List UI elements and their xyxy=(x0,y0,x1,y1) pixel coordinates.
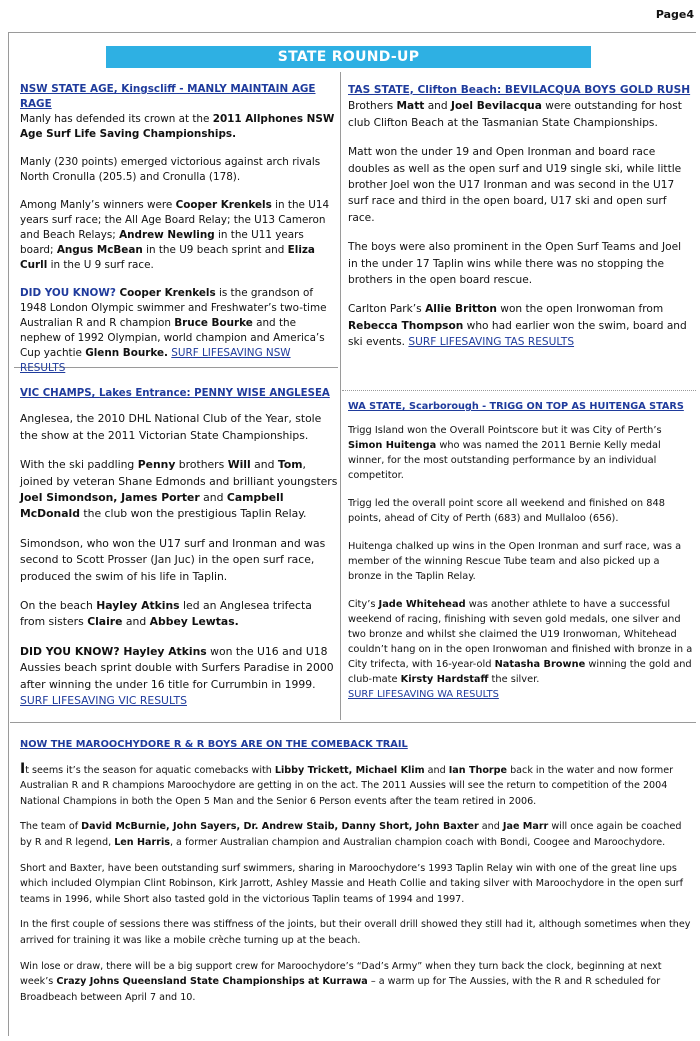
paragraph: Trigg led the overall point score all weekend and finished on 848 points, ahead of City of Perth (683) and Mullaloo (656). xyxy=(348,498,665,524)
paragraph: Carlton Park’s Allie Britton won the open Ironwoman from Rebecca Thompson who had earlier won the swim, board and ski events. SURF LIFESAVING TAS RESULTS xyxy=(348,303,687,349)
paragraph: Trigg Island won the Overall Pointscore but it was City of Perth’s Simon Huitenga who was named the 2011 Bernie Kelly medal winner, for the most outstanding performance by an individual competitor. xyxy=(348,425,662,481)
paragraph: Manly (230 points) emerged victorious against arch rivals North Cronulla (205.5) and Cronulla (178). xyxy=(20,156,321,183)
article-headline: VIC CHAMPS, Lakes Entrance: PENNY WISE ANGLESEA xyxy=(20,388,330,399)
wa-results-link[interactable]: SURF LIFESAVING WA RESULTS xyxy=(348,689,499,700)
section-banner: STATE ROUND-UP xyxy=(106,46,591,68)
paragraph: City’s Jade Whitehead was another athlete to have a successful weekend of racing, finishing with seven gold medals, one silver and two bronze and whilst she claimed the U19 Ironwoman, Whitehead couldn’t hang on in the open Ironwoman and finished with bronze in a City trifecta, with 16-year-old Natasha Browne winning the gold and club-mate Kirsty Hardstaff the silver. SURF LIFESAVING WA RESULTS xyxy=(348,599,693,700)
article-headline: NSW STATE AGE, Kingscliff - MANLY MAINTAIN AGE RAGE xyxy=(20,83,316,110)
paragraph: Brothers Matt and Joel Bevilacqua were outstanding for host club Clifton Beach at the Tasmanian State Championships. xyxy=(348,100,682,129)
paragraph: Matt won the under 19 and Open Ironman and board race doubles as well as the open surf and U19 single ski, while little brother Joel won the U17 Ironman and was second in the U17 surf race and third in the open board, U17 ski and open surf race. xyxy=(348,146,682,224)
column-divider xyxy=(340,72,341,720)
paragraph: Simondson, who won the U17 surf and Ironman and was second to Scott Prosser (Jan Juc) in the open surf race, produced the swim of his life in Taplin. xyxy=(20,536,326,583)
article-headline: NOW THE MAROOCHYDORE R & R BOYS ARE ON THE COMEBACK TRAIL xyxy=(20,739,408,750)
article-nsw xyxy=(20,82,338,389)
article-headline: TAS STATE, Clifton Beach: BEVILACQUA BOYS GOLD RUSH xyxy=(348,84,691,96)
paragraph: Anglesea, the 2010 DHL National Club of the Year, stole the show at the 2011 Victorian State Championships. xyxy=(20,412,322,442)
article-wa xyxy=(348,399,693,715)
paragraph: Huitenga chalked up wins in the Open Ironman and surf race, was a member of the winning Rescue Tube team and also picked up a bronze in the Taplin Relay. xyxy=(348,541,682,582)
paragraph: With the ski paddling Penny brothers Will and Tom, joined by veteran Shane Edmonds and brilliant youngsters Joel Simondson, James Porter and Campbell McDonald the club won the prestigious Taplin Relay. xyxy=(20,458,338,521)
paragraph: In the first couple of sessions there was stiffness of the joints, but their overall drill showed they still had it, although sometimes when they arrived for training it was like a mobile crèche turning up at the beach. xyxy=(20,919,691,946)
page-number: Page4 xyxy=(655,8,694,21)
right-row-divider xyxy=(342,390,696,391)
tas-results-link[interactable]: SURF LIFESAVING TAS RESULTS xyxy=(408,336,575,349)
article-tas xyxy=(348,82,693,364)
vic-results-link[interactable]: SURF LIFESAVING VIC RESULTS xyxy=(20,694,187,708)
paragraph: Short and Baxter, have been outstanding surf swimmers, sharing in Maroochydore’s 1993 Taplin Relay win with one of the great line ups which included Olympian Clint Robinson, Kirk Jarrott, Ashley Massie and Heath Collie and taking silver with Maroochydore in the open surf teams in 1996, while Short also tasted gold in the victorious Taplin teams of 1994 and 1997. xyxy=(20,862,684,905)
paragraph: Among Manly’s winners were Cooper Krenkels in the U14 years surf race; the All Age Board Relay; the U13 Cameron and Beach Relays; Andrew Newling in the U11 years board; Angus McBean in the U9 beach sprint and Eliza Curll in the U 9 surf race. xyxy=(20,199,330,271)
paragraph: On the beach Hayley Atkins led an Anglesea trifecta from sisters Claire and Abbey Lewtas. xyxy=(20,599,312,629)
nsw-results-link[interactable]: SURF LIFESAVING NSW RESULTS xyxy=(20,347,291,374)
paragraph: It seems it’s the season for aquatic comebacks with Libby Trickett, Michael Klim and Ian Thorpe back in the water and now former Australian R and R champions Maroochydore are getting in on the act. The 2011 Aussies will see the return to competition of the 2004 National Champions in both the Open 5 Man and the Senior 6 Person events after the team retired in 2006. xyxy=(20,760,674,807)
article-headline: WA STATE, Scarborough - TRIGG ON TOP AS HUITENGA STARS xyxy=(348,401,684,412)
paragraph: The boys were also prominent in the Open Surf Teams and Joel in the under 17 Taplin wins while there was no stopping the brothers in the open board rescue. xyxy=(348,241,682,287)
paragraph: Manly has defended its crown at the 2011 Allphones NSW Age Surf Life Saving Championships. xyxy=(20,113,335,140)
did-you-know-paragraph: DID YOU KNOW? Cooper Krenkels is the grandson of 1948 London Olympic swimmer and Freshwater’s two-time Australian R and R champion Bruce Bourke and the nephew of 1992 Olympian, world champion and America’s Cup yachtie Glenn Bourke. SURF LIFESAVING NSW RESULTS xyxy=(20,287,327,374)
did-you-know-paragraph: DID YOU KNOW? Hayley Atkins won the U16 and U18 Aussies beach sprint double with Surfers Paradise in 2000 after winning the under 16 title for Currumbin in 1999. SURF LIFESAVING VIC RESULTS xyxy=(20,644,334,708)
article-vic xyxy=(20,386,338,723)
paragraph: The team of David McBurnie, John Sayers, Dr. Andrew Staib, Danny Short, John Baxter and Jae Marr will once again be coached by R and R legend, Len Harris, a former Australian champion and Australian champion coach with Bondi, Coogee and Maroochydore. xyxy=(20,821,682,848)
article-maroochydore xyxy=(20,737,692,1015)
paragraph: Win lose or draw, there will be a big support crew for Maroochydore’s “Dad’s Army” when they turn back the clock, beginning at next week’s Crazy Johns Queensland State Championships at Kurrawa – a warm up for The Aussies, with the R and R scheduled for Broadbeach between April 7 and 10. xyxy=(20,960,662,1003)
